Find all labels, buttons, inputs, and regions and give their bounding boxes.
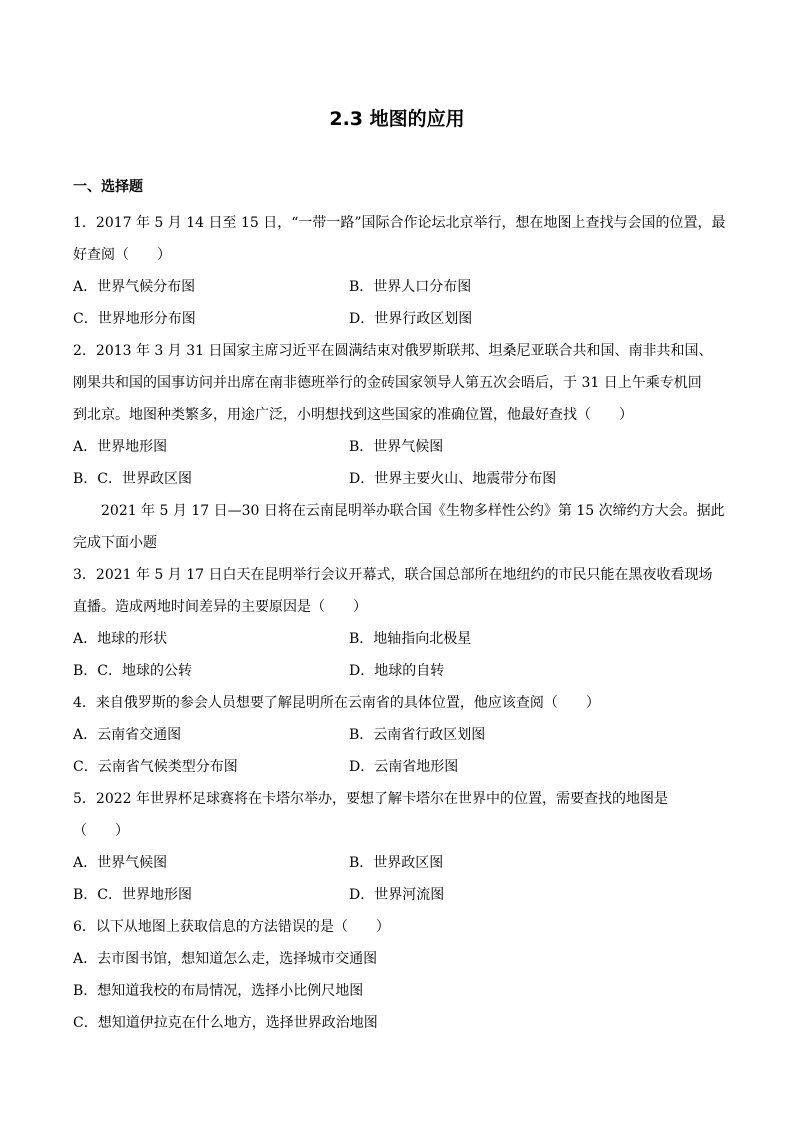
question-stem-line: 5．2022 年世界杯足球赛将在卡塔尔举办，要想了解卡塔尔在世界中的位置，需要查找的地图是 bbox=[73, 791, 668, 807]
option-b: B．云南省行政区划图 bbox=[349, 727, 486, 743]
option-row bbox=[73, 847, 729, 879]
option-b: B．想知道我校的布局情况，选择小比例尺地图 bbox=[73, 983, 364, 999]
option-d: D．云南省地形图 bbox=[349, 759, 459, 775]
option-a: A．地球的形状 bbox=[73, 631, 168, 647]
option-b: B．世界气候图 bbox=[349, 439, 444, 455]
option-b: B．世界政区图 bbox=[349, 855, 444, 871]
option-d: D．世界主要火山、地震带分布图 bbox=[349, 471, 557, 487]
question-6 bbox=[73, 911, 729, 1039]
option-row bbox=[73, 719, 729, 751]
question-stem-line: 2．2013 年 3 月 31 日国家主席习近平在圆满结束对俄罗斯联邦、坦桑尼亚联合共和国、南非共和国、 bbox=[73, 343, 713, 359]
option-row bbox=[73, 655, 729, 687]
option-d: D．世界行政区划图 bbox=[349, 311, 473, 327]
question-stem-line: 好查阅（ ） bbox=[73, 247, 171, 263]
page-title: 2.3 地图的应用 bbox=[329, 108, 465, 130]
option-d: D．世界河流图 bbox=[349, 887, 445, 903]
option-a: A．去市图书馆，想知道怎么走，选择城市交通图 bbox=[73, 951, 378, 967]
option-a: A．世界气候分布图 bbox=[73, 279, 196, 295]
question-3 bbox=[73, 559, 729, 687]
option-c: C．云南省气候类型分布图 bbox=[73, 759, 238, 775]
option-row bbox=[73, 463, 729, 495]
option-c: B．C．地球的公转 bbox=[73, 663, 192, 679]
option-c: B．C．世界政区图 bbox=[73, 471, 192, 487]
option-row bbox=[73, 431, 729, 463]
question-stem-line: 3．2021 年 5 月 17 日白天在昆明举行会议开幕式，联合国总部所在地纽约的市民只能在黑夜收看现场 bbox=[73, 567, 713, 583]
question-stem-line: （ ） bbox=[73, 823, 129, 839]
passage-line: 2021 年 5 月 17 日—30 日将在云南昆明举办联合国《生物多样性公约》第 15 次缔约方大会。据此 bbox=[101, 503, 725, 519]
option-d: D．地球的自转 bbox=[349, 663, 445, 679]
question-2 bbox=[73, 335, 729, 495]
question-4 bbox=[73, 687, 729, 783]
option-b: B．世界人口分布图 bbox=[349, 279, 472, 295]
option-row bbox=[73, 623, 729, 655]
option-row bbox=[73, 879, 729, 911]
question-stem-line: 6．以下从地图上获取信息的方法错误的是（ ） bbox=[73, 919, 390, 935]
option-c: C．世界地形分布图 bbox=[73, 311, 196, 327]
option-row bbox=[73, 751, 729, 783]
question-1 bbox=[73, 207, 729, 335]
question-stem-line: 4．来自俄罗斯的参会人员想要了解昆明所在云南省的具体位置，他应该查阅（ ） bbox=[73, 695, 600, 711]
option-a: A．世界地形图 bbox=[73, 439, 168, 455]
section-heading: 一、选择题 bbox=[73, 179, 143, 195]
question-stem-line: 直播。造成两地时间差异的主要原因是（ ） bbox=[73, 599, 367, 615]
reading-passage bbox=[73, 495, 729, 559]
option-c: B．C．世界地形图 bbox=[73, 887, 192, 903]
option-row bbox=[73, 271, 729, 303]
passage-line: 完成下面小题 bbox=[73, 535, 157, 551]
option-a: A．云南省交通图 bbox=[73, 727, 182, 743]
question-stem-line: 刚果共和国的国事访问并出席在南非德班举行的金砖国家领导人第五次会晤后，于 31 日上午乘专机回 bbox=[73, 375, 702, 391]
option-c: C．想知道伊拉克在什么地方，选择世界政治地图 bbox=[73, 1015, 378, 1031]
option-b: B．地轴指向北极星 bbox=[349, 631, 472, 647]
option-row bbox=[73, 303, 729, 335]
question-list bbox=[73, 207, 729, 1039]
question-stem-line: 到北京。地图种类繁多，用途广泛，小明想找到这些国家的准确位置，他最好查找（ ） bbox=[73, 407, 633, 423]
question-5 bbox=[73, 783, 729, 911]
option-a: A．世界气候图 bbox=[73, 855, 168, 871]
question-stem-line: 1．2017 年 5 月 14 日至 15 日，“一带一路”国际合作论坛北京举行，想在地图上查找与会国的位置，最 bbox=[73, 215, 726, 231]
